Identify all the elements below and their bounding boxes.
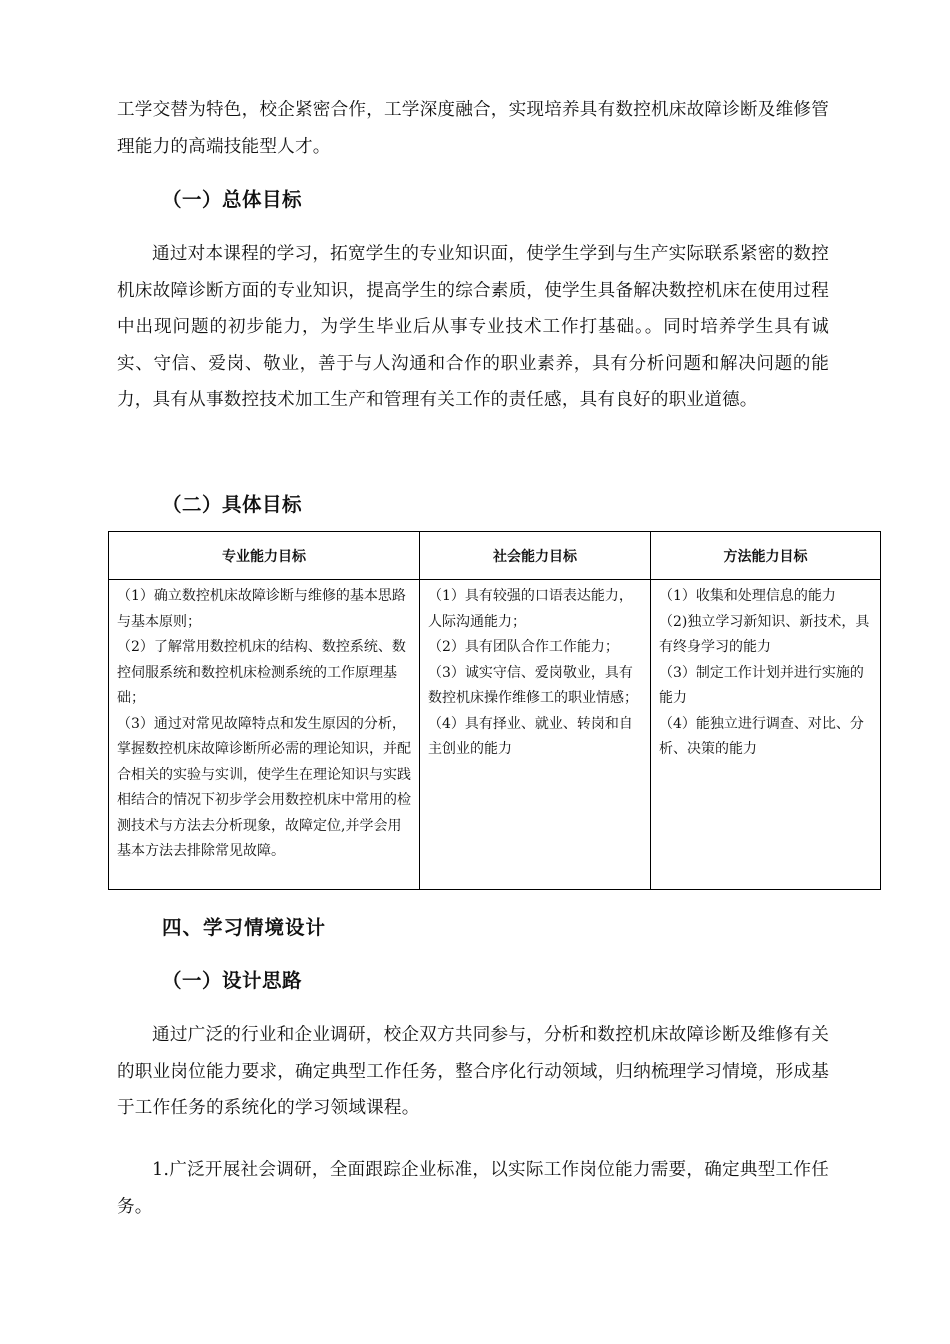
method-item: （2)独立学习新知识、新技术，具有终身学习的能力 bbox=[659, 613, 870, 655]
research-paragraph: 1.广泛开展社会调研，全面跟踪企业标准，以实际工作岗位能力需要，确定典型工作任务。 bbox=[117, 1160, 829, 1217]
intro-paragraph: 工学交替为特色，校企紧密合作，工学深度融合，实现培养具有数控机床故障诊断及维修管理能力的高端技能型人才。 bbox=[117, 100, 829, 157]
design-idea-paragraph: 通过广泛的行业和企业调研，校企双方共同参与，分析和数控机床故障诊断及维修有关的职业岗位能力要求，确定典型工作任务，整合序化行动领域，归纳梳理学习情境，形成基于工作任务的系统化的学习领域课程。 bbox=[117, 1025, 829, 1118]
goals-table-header-row bbox=[109, 532, 881, 580]
header-social-ability: 社会能力目标 bbox=[420, 532, 651, 580]
section-four-heading: 四、学习情境设计 bbox=[162, 916, 327, 939]
social-item: （2）具有团队合作工作能力； bbox=[428, 639, 619, 655]
social-item: （3）诚实守信、爱岗敬业，具有数控机床操作维修工的职业情感； bbox=[428, 664, 638, 706]
method-item: （3）制定工作计划并进行实施的能力 bbox=[659, 664, 864, 706]
overall-goal-paragraph: 通过对本课程的学习，拓宽学生的专业知识面，使学生学到与生产实际联系紧密的数控机床故障诊断方面的专业知识，提高学生的综合素质，使学生具备解决数控机床在使用过程中出现问题的初步能力，为学生毕业后从事专业技术工作打基础。。同时培养学生具有诚实、守信、爱岗、敬业，善于与人沟通和合作的职业素养，具有分析问题和解决问题的能力，具有从事数控技术加工生产和管理有关工作的责任感，具有良好的职业道德。 bbox=[117, 244, 829, 410]
social-item: （4）具有择业、就业、转岗和自主创业的能力 bbox=[428, 715, 633, 757]
overall-goal-heading: （一）总体目标 bbox=[162, 188, 303, 211]
goals-table bbox=[108, 531, 881, 890]
professional-item: （2）了解常用数控机床的结构、数控系统、数控伺服系统和数控机床检测系统的工作原理基础； bbox=[117, 639, 406, 706]
professional-ability-cell bbox=[109, 580, 420, 890]
professional-item: （3）通过对常见故障特点和发生原因的分析，掌握数控机床故障诊断所必需的理论知识，并配合相关的实验与实训，使学生在理论知识与实践相结合的情况下初步学会用数控机床中常用的检测技术与方法去分析现象，故障定位,并学会用基本方法去排除常见故障。 bbox=[117, 715, 411, 859]
header-professional-ability: 专业能力目标 bbox=[109, 532, 420, 580]
goals-table-row bbox=[109, 580, 881, 890]
social-ability-cell bbox=[420, 580, 651, 890]
professional-item: （1）确立数控机床故障诊断与维修的基本思路与基本原则； bbox=[117, 588, 406, 630]
method-item: （1）收集和处理信息的能力 bbox=[659, 588, 836, 604]
design-idea-heading: （一）设计思路 bbox=[162, 969, 303, 992]
method-item: （4）能独立进行调查、对比、分析、决策的能力 bbox=[659, 715, 864, 757]
specific-goal-heading: （二）具体目标 bbox=[162, 493, 303, 516]
social-item: （1）具有较强的口语表达能力，人际沟通能力； bbox=[428, 588, 633, 630]
method-ability-cell bbox=[651, 580, 881, 890]
header-method-ability: 方法能力目标 bbox=[651, 532, 881, 580]
